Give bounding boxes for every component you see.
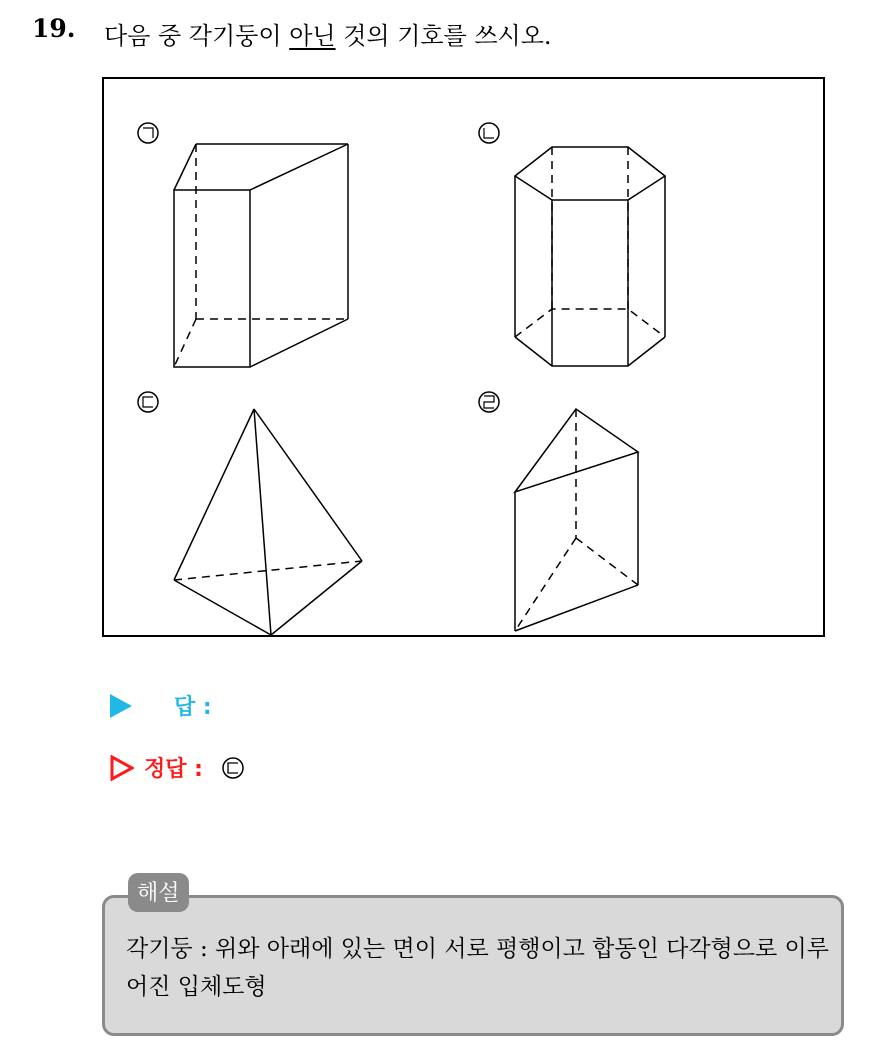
play-outline-icon [110, 755, 134, 781]
answer-correct-value [221, 756, 245, 780]
explanation-tag: 해설 [128, 873, 189, 912]
label-circle-b [479, 123, 499, 143]
answer-blank-row [110, 690, 212, 721]
question-text-after: 것의 기호를 쓰시오. [335, 22, 552, 50]
question-text-underlined: 아닌 [289, 22, 336, 50]
answer-correct-row [110, 752, 245, 783]
figure-box [102, 77, 825, 637]
question-number: 19. [32, 14, 76, 43]
answer-blank-label: 답 : [174, 695, 212, 720]
glyph-rieul [484, 396, 494, 408]
figure-c-hidden [174, 561, 362, 580]
figure-b-hidden [515, 147, 665, 337]
question-text-before: 다음 중 각기둥이 [104, 22, 290, 50]
glyph-giyeok [143, 128, 153, 138]
circled-digeut-icon [221, 756, 245, 780]
figure-c-pyramid [174, 409, 362, 635]
explanation-text: 각기둥 : 위와 아래에 있는 면이 서로 평행이고 합동인 다각형으로 이루어진 입체도형 [126, 936, 829, 1000]
hangul-glyphs [143, 128, 494, 408]
figure-b-prism [515, 147, 665, 366]
play-filled-icon [110, 694, 132, 718]
answer-correct-label: 정답 : [144, 757, 203, 782]
glyph-digeut [143, 397, 153, 407]
label-circle-a [138, 123, 158, 143]
figure-a-hidden [174, 144, 348, 367]
figure-a-prism [174, 144, 348, 367]
question-text [104, 16, 552, 51]
glyph-nieun [484, 128, 494, 138]
label-circle-c [138, 392, 158, 412]
figure-d-hidden [515, 409, 638, 631]
